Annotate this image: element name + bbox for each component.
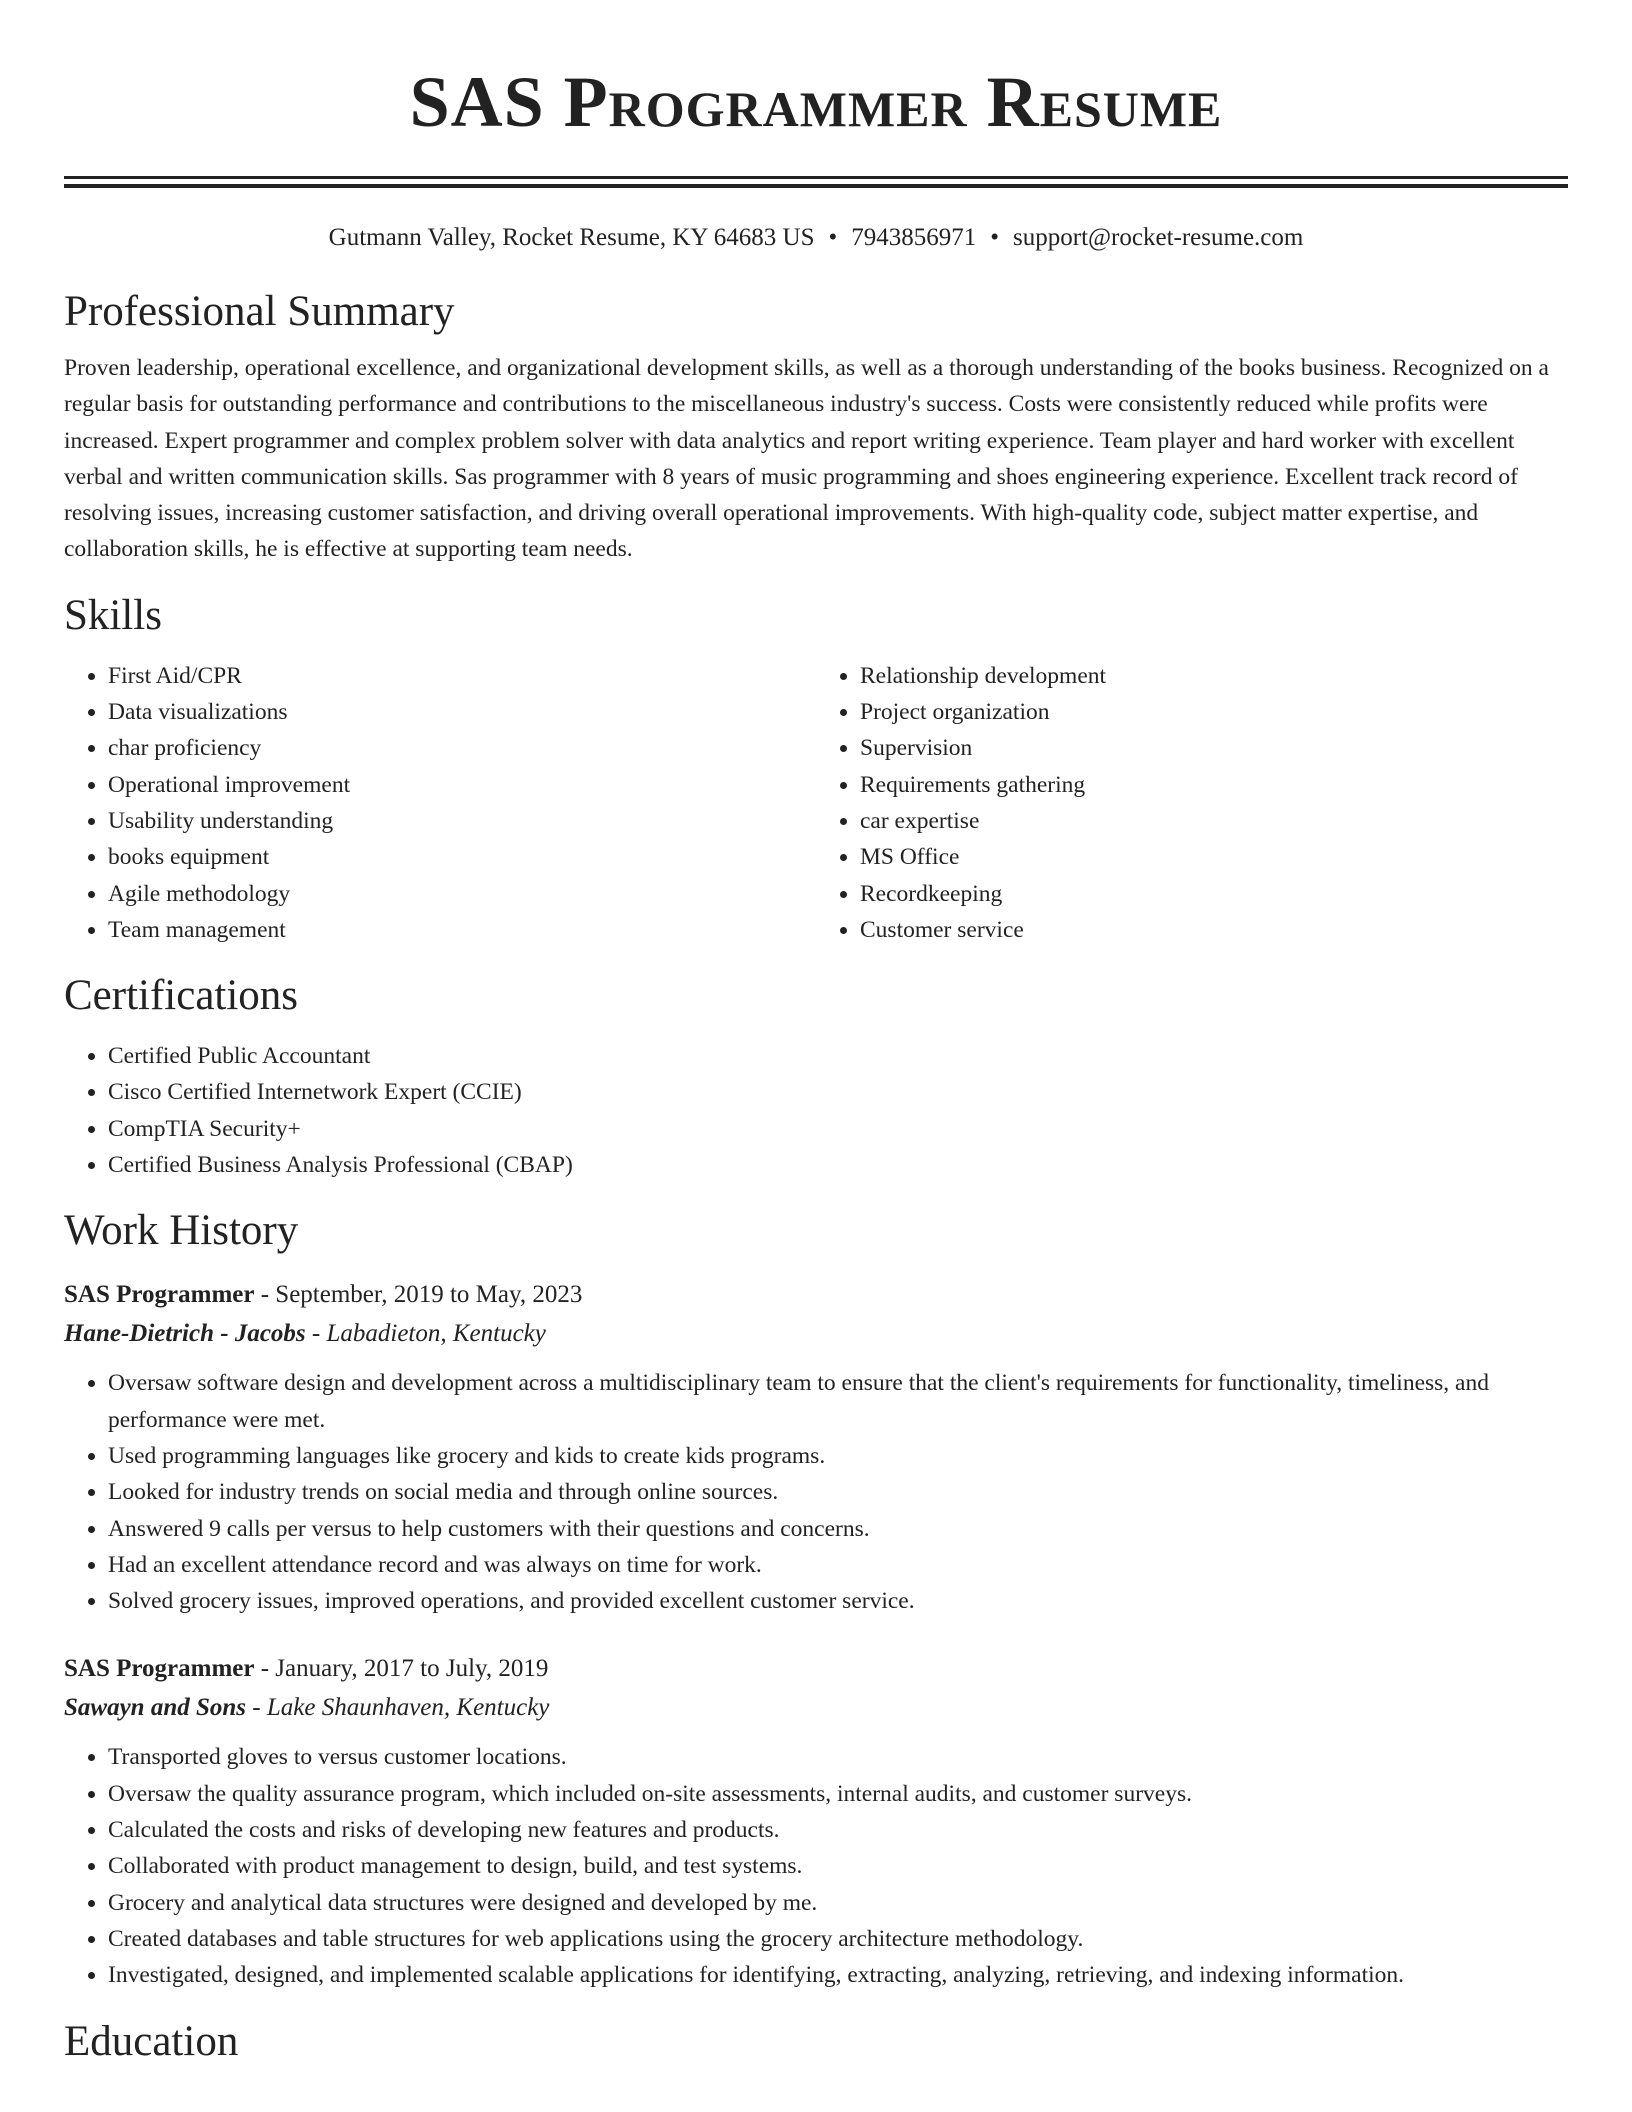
job-title-line: [64, 1275, 1568, 1315]
title-double-rule: [64, 176, 1568, 188]
job-location: - Lake Shaunhaven, Kentucky: [246, 1694, 550, 1722]
skill-item: • Usability understanding: [108, 803, 816, 839]
job-company: Hane-Dietrich - Jacobs: [64, 1320, 306, 1348]
skills-heading: Skills: [64, 591, 162, 639]
job-bullets: [64, 1739, 1568, 1993]
skill-item: • Data visualizations: [108, 694, 816, 730]
job-bullet: • Grocery and analytical data structures were designed and developed by me.: [108, 1885, 1568, 1921]
certification-item: • Certified Business Analysis Professional (CBAP): [108, 1147, 1568, 1183]
contact-separator: •: [828, 224, 838, 251]
resume-title: SAS Programmer Resume: [409, 62, 1223, 142]
job-bullet: • Solved grocery issues, improved operations, and provided excellent customer service.: [108, 1583, 1568, 1619]
job-title: SAS Programmer: [64, 1655, 255, 1683]
job-bullet: • Collaborated with product management to design, build, and test systems.: [108, 1848, 1568, 1884]
skill-item: • Team management: [108, 912, 816, 948]
job-location: - Labadieton, Kentucky: [305, 1320, 546, 1348]
contact-separator: •: [990, 224, 1000, 251]
job-dates: - September, 2019 to May, 2023: [254, 1281, 583, 1309]
skills-list-left: [64, 658, 816, 948]
job-bullet: • Used programming languages like grocery and kids to create kids programs.: [108, 1438, 1568, 1474]
job-company-line: [64, 1315, 1568, 1353]
skill-item: • Relationship development: [860, 658, 1568, 694]
job-bullet: • Calculated the costs and risks of developing new features and products.: [108, 1812, 1568, 1848]
skill-item: • Supervision: [860, 730, 1568, 766]
summary-heading: Professional Summary: [64, 288, 455, 335]
contact-phone[interactable]: 7943856971: [851, 224, 977, 251]
skills-columns: [64, 658, 1568, 948]
work-history-heading: Work History: [64, 1207, 299, 1255]
summary-text: Proven leadership, operational excellence, and organizational development skills, as well as a thorough understanding of the books business. Recognized on a regular basis for outstanding performance and contributions to the miscellaneous industry's success. Costs were consistently reduced while profits were increased. Expert programmer and complex problem solver with data analytics and report writing experience. Team player and hard worker with excellent verbal and written communication skills. Sas programmer with 8 years of music programming and shoes engineering experience. Excellent track record of resolving issues, increasing customer satisfaction, and driving overall operational improvements. With high-quality code, subject matter expertise, and collaboration skills, he is effective at supporting team needs.: [64, 355, 1549, 563]
job-bullet: • Created databases and table structures for web applications using the grocery architecture methodology.: [108, 1921, 1568, 1957]
contact-line: [64, 222, 1568, 254]
job-bullet: • Transported gloves to versus customer locations.: [108, 1739, 1568, 1775]
skill-item: • Recordkeeping: [860, 876, 1568, 912]
certification-item: • Cisco Certified Internetwork Expert (CCIE): [108, 1074, 1568, 1110]
skills-list-right: [816, 658, 1568, 948]
job-bullet: • Looked for industry trends on social media and through online sources.: [108, 1474, 1568, 1510]
skill-item: • Requirements gathering: [860, 767, 1568, 803]
job-company: Sawayn and Sons: [64, 1694, 247, 1722]
job-bullet: • Had an excellent attendance record and was always on time for work.: [108, 1547, 1568, 1583]
skill-item: • char proficiency: [108, 730, 816, 766]
job-dates: - January, 2017 to July, 2019: [254, 1655, 549, 1683]
skill-item: • MS Office: [860, 839, 1568, 875]
contact-address: Gutmann Valley, Rocket Resume, KY 64683 US: [328, 224, 815, 251]
skill-item: • Project organization: [860, 694, 1568, 730]
certification-item: • CompTIA Security+: [108, 1111, 1568, 1147]
job-bullet: • Oversaw software design and development across a multidisciplinary team to ensure that the client's requirements for functionality, timeliness, and performance were met.: [108, 1365, 1568, 1438]
job-bullet: • Answered 9 calls per versus to help customers with their questions and concerns.: [108, 1511, 1568, 1547]
job-title: SAS Programmer: [64, 1281, 255, 1309]
skill-item: • car expertise: [860, 803, 1568, 839]
contact-email[interactable]: support@rocket-resume.com: [1013, 224, 1304, 251]
job-company-line: [64, 1689, 1568, 1727]
job-bullets: [64, 1365, 1568, 1619]
skill-item: • First Aid/CPR: [108, 658, 816, 694]
skill-item: • books equipment: [108, 839, 816, 875]
job-entry: [64, 1275, 1568, 1619]
job-entry: [64, 1649, 1568, 1993]
skill-item: • Agile methodology: [108, 876, 816, 912]
skill-item: • Customer service: [860, 912, 1568, 948]
job-bullet: • Investigated, designed, and implemented scalable applications for identifying, extracting, analyzing, retrieving, and indexing information.: [108, 1957, 1568, 1993]
job-title-line: [64, 1649, 1568, 1689]
certifications-heading: Certifications: [64, 972, 299, 1020]
certifications-list: [64, 1038, 1568, 1183]
education-heading: Education: [64, 2017, 239, 2065]
job-bullet: • Oversaw the quality assurance program, which included on-site assessments, internal audits, and customer surveys.: [108, 1776, 1568, 1812]
certification-item: • Certified Public Accountant: [108, 1038, 1568, 1074]
skill-item: • Operational improvement: [108, 767, 816, 803]
